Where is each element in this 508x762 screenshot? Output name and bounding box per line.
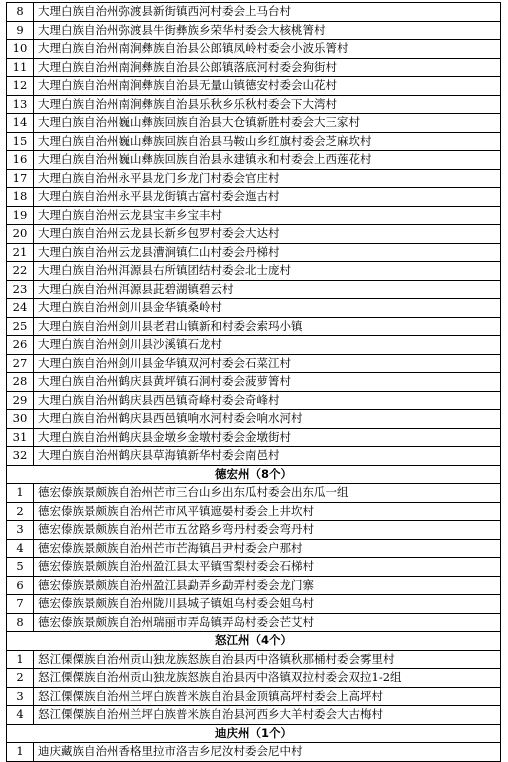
row-number: 21	[7, 243, 34, 262]
table-row	[7, 95, 501, 114]
row-number: 8	[7, 3, 34, 22]
table-row	[7, 299, 501, 318]
village-name: 大理白族自治州弥渡县新街镇西河村委会上马台村	[34, 3, 501, 22]
table-row	[7, 373, 501, 392]
village-name: 大理白族自治州鹤庆县金墩乡金墩村委会金墩街村	[34, 428, 501, 447]
table-row	[7, 687, 501, 706]
village-name: 大理白族自治州鹤庆县西邑镇响水河村委会响水河村	[34, 410, 501, 429]
village-name: 大理白族自治州剑川县金华镇双河村委会石菜江村	[34, 354, 501, 373]
table-row	[7, 3, 501, 22]
village-name: 怒江傈僳族自治州贡山独龙族怒族自治县丙中洛镇双拉村委会双拉1-2组	[34, 669, 501, 688]
row-number: 1	[7, 743, 34, 762]
row-number: 1	[7, 650, 34, 669]
table-row	[7, 336, 501, 355]
row-number: 28	[7, 373, 34, 392]
village-name: 德宏傣族景颇族自治州芒市五岔路乡弯丹村委会弯丹村	[34, 521, 501, 540]
table-row	[7, 77, 501, 96]
village-name: 德宏傣族景颇族自治州盈江县太平镇雪梨村委会石梯村	[34, 558, 501, 577]
table-row	[7, 262, 501, 281]
table-row	[7, 206, 501, 225]
table-row	[7, 169, 501, 188]
table-row	[7, 354, 501, 373]
table-row	[7, 58, 501, 77]
village-name: 大理白族自治州剑川县沙溪镇石龙村	[34, 336, 501, 355]
table-row	[7, 743, 501, 762]
row-number: 26	[7, 336, 34, 355]
table-row	[7, 484, 501, 503]
section-header: 德宏州（8个）	[7, 465, 501, 484]
table-row	[7, 502, 501, 521]
row-number: 16	[7, 151, 34, 170]
row-number: 6	[7, 576, 34, 595]
row-number: 30	[7, 410, 34, 429]
village-name: 怒江傈僳族自治州贡山独龙族怒族自治县丙中洛镇秋那桶村委会雾里村	[34, 650, 501, 669]
row-number: 15	[7, 132, 34, 151]
section-header: 怒江州（4个）	[7, 632, 501, 651]
village-name: 大理白族自治州剑川县老君山镇新和村委会索玛小镇	[34, 317, 501, 336]
village-name: 大理白族自治州鹤庆县草海镇新华村委会南邑村	[34, 447, 501, 466]
table-row	[7, 151, 501, 170]
row-number: 31	[7, 428, 34, 447]
row-number: 18	[7, 188, 34, 207]
village-name: 怒江傈僳族自治州兰坪白族普米族自治县金顶镇高坪村委会上高坪村	[34, 687, 501, 706]
table-row	[7, 650, 501, 669]
row-number: 3	[7, 687, 34, 706]
village-name: 大理白族自治州永平县龙街镇古富村委会迤古村	[34, 188, 501, 207]
village-name: 大理白族自治州剑川县金华镇桑岭村	[34, 299, 501, 318]
village-name: 大理白族自治州巍山彝族回族自治县永建镇永和村委会上西莲花村	[34, 151, 501, 170]
row-number: 27	[7, 354, 34, 373]
row-number: 9	[7, 21, 34, 40]
row-number: 4	[7, 539, 34, 558]
row-number: 22	[7, 262, 34, 281]
village-name: 德宏傣族景颇族自治州盈江县勐弄乡勐弄村委会龙门寨	[34, 576, 501, 595]
table-row	[7, 706, 501, 725]
row-number: 5	[7, 558, 34, 577]
table-row	[7, 558, 501, 577]
village-name: 大理白族自治州永平县龙门乡龙门村委会官庄村	[34, 169, 501, 188]
row-number: 20	[7, 225, 34, 244]
village-name: 大理白族自治州洱源县右所镇团结村委会北士庞村	[34, 262, 501, 281]
table-row	[7, 539, 501, 558]
section-header-row	[7, 724, 501, 743]
village-name: 德宏傣族景颇族自治州芒市三台山乡出东瓜村委会出东瓜一组	[34, 484, 501, 503]
table-row	[7, 225, 501, 244]
table-row	[7, 613, 501, 632]
row-number: 2	[7, 502, 34, 521]
village-name: 大理白族自治州洱源县茈碧湖镇碧云村	[34, 280, 501, 299]
village-list-body	[7, 3, 501, 762]
row-number: 8	[7, 613, 34, 632]
row-number: 7	[7, 595, 34, 614]
row-number: 14	[7, 114, 34, 133]
village-name: 德宏傣族景颇族自治州芒市芒海镇吕尹村委会户那村	[34, 539, 501, 558]
table-row	[7, 132, 501, 151]
row-number: 24	[7, 299, 34, 318]
village-name: 大理白族自治州南涧彝族自治县公郎镇落底河村委会狗街村	[34, 58, 501, 77]
village-name: 大理白族自治州巍山彝族回族自治县马鞍山乡红旗村委会芝麻坎村	[34, 132, 501, 151]
row-number: 11	[7, 58, 34, 77]
village-name: 德宏傣族景颇族自治州芒市风平镇遮晏村委会上井坎村	[34, 502, 501, 521]
section-header-row	[7, 632, 501, 651]
table-row	[7, 410, 501, 429]
table-row	[7, 188, 501, 207]
table-row	[7, 576, 501, 595]
row-number: 25	[7, 317, 34, 336]
row-number: 10	[7, 40, 34, 59]
table-row	[7, 40, 501, 59]
row-number: 2	[7, 669, 34, 688]
row-number: 1	[7, 484, 34, 503]
village-name: 迪庆藏族自治州香格里拉市洛吉乡尼汝村委会尼中村	[34, 743, 501, 762]
section-header-row	[7, 465, 501, 484]
table-row	[7, 391, 501, 410]
village-list-table	[6, 2, 501, 762]
table-row	[7, 669, 501, 688]
village-name: 大理白族自治州云龙县宝丰乡宝丰村	[34, 206, 501, 225]
table-row	[7, 428, 501, 447]
table-row	[7, 595, 501, 614]
row-number: 12	[7, 77, 34, 96]
table-row	[7, 447, 501, 466]
village-name: 大理白族自治州鹤庆县西邑镇奇峰村委会奇峰村	[34, 391, 501, 410]
row-number: 29	[7, 391, 34, 410]
table-row	[7, 280, 501, 299]
village-name: 大理白族自治州弥渡县牛街彝族乡荣华村委会大核桃箐村	[34, 21, 501, 40]
section-header: 迪庆州（1个）	[7, 724, 501, 743]
village-name: 大理白族自治州鹤庆县黄坪镇石洞村委会菠萝箐村	[34, 373, 501, 392]
village-name: 大理白族自治州南涧彝族自治县无量山镇德安村委会山花村	[34, 77, 501, 96]
village-name: 怒江傈僳族自治州兰坪白族普米族自治县河西乡大羊村委会大古梅村	[34, 706, 501, 725]
row-number: 19	[7, 206, 34, 225]
village-name: 大理白族自治州南涧彝族自治县乐秋乡乐秋村委会下大湾村	[34, 95, 501, 114]
village-name: 大理白族自治州云龙县长新乡包罗村委会大达村	[34, 225, 501, 244]
row-number: 23	[7, 280, 34, 299]
row-number: 17	[7, 169, 34, 188]
table-row	[7, 114, 501, 133]
village-name: 大理白族自治州南涧彝族自治县公郎镇凤岭村委会小波乐箐村	[34, 40, 501, 59]
row-number: 3	[7, 521, 34, 540]
village-name: 德宏傣族景颇族自治州陇川县城子镇姐乌村委会姐乌村	[34, 595, 501, 614]
row-number: 4	[7, 706, 34, 725]
table-row	[7, 317, 501, 336]
village-name: 大理白族自治州巍山彝族回族自治县大仓镇新胜村委会大三家村	[34, 114, 501, 133]
village-name: 大理白族自治州云龙县漕涧镇仁山村委会丹梯村	[34, 243, 501, 262]
table-row	[7, 21, 501, 40]
table-row	[7, 243, 501, 262]
row-number: 13	[7, 95, 34, 114]
table-row	[7, 521, 501, 540]
row-number: 32	[7, 447, 34, 466]
village-name: 德宏傣族景颇族自治州瑞丽市弄岛镇弄岛村委会芒艾村	[34, 613, 501, 632]
